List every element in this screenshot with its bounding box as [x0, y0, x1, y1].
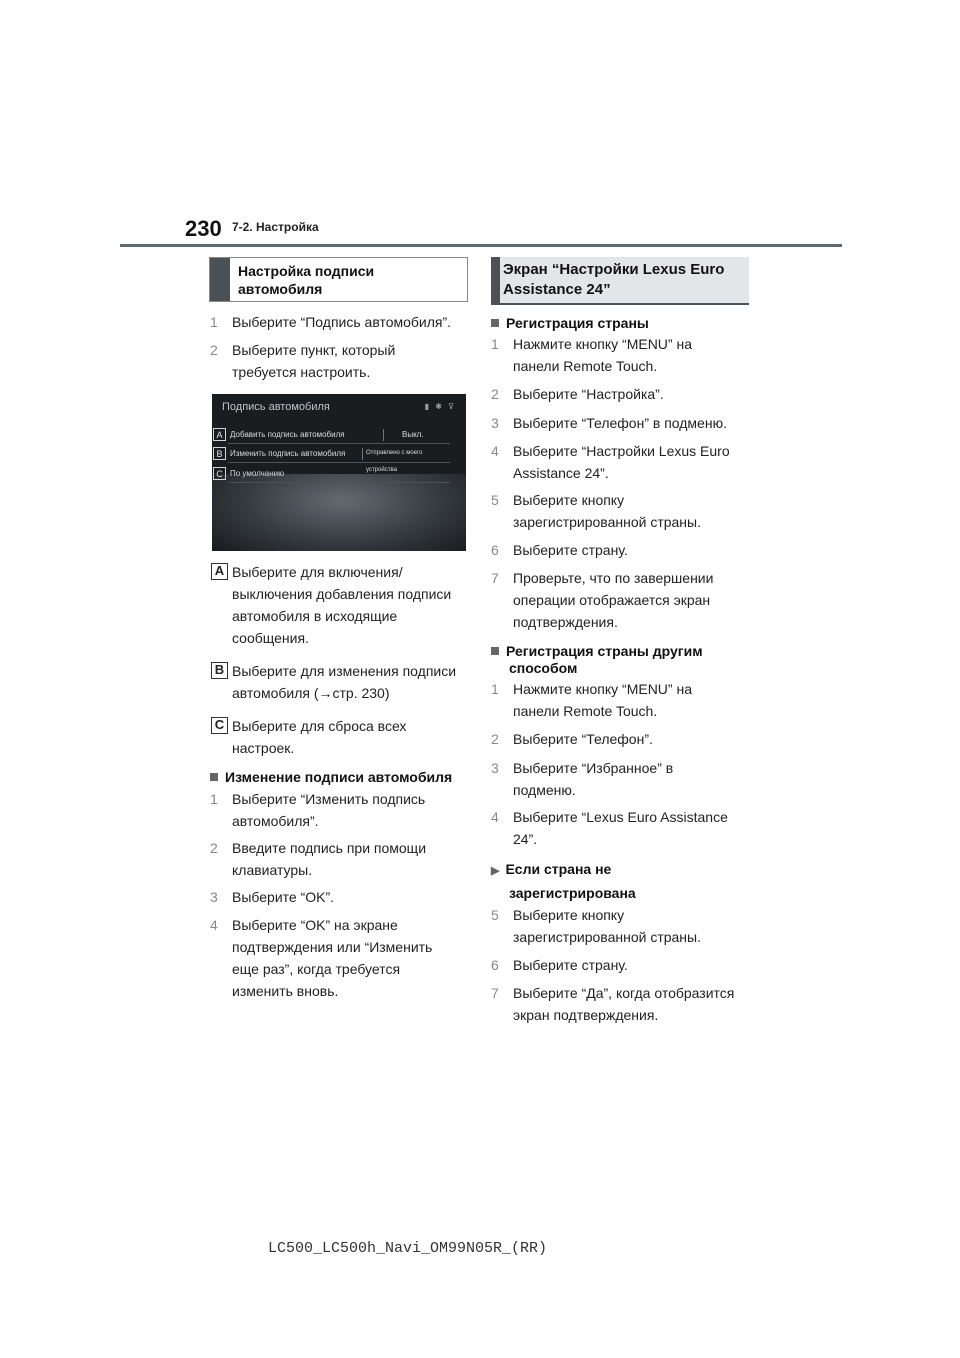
condition-not-registered: ▶ Если страна не зарегистрирована [491, 861, 636, 901]
mark-c: C [211, 717, 228, 734]
section-box-vehicle-signature [209, 257, 468, 302]
alt-step-3: 3 Выберите “Избранное” в подменю. [491, 760, 674, 798]
document-footer-code: LC500_LC500h_Navi_OM99N05R_(RR) [268, 1240, 548, 1257]
mark-c-text: Выберите для сброса всех настроек. [232, 718, 407, 756]
reg-step-7: 7 Проверьте, что по завершении операции отображается экран подтверждения. [491, 570, 714, 630]
alt-step-4: 4 Выберите “Lexus Euro Assistance 24”. [491, 809, 728, 847]
screen-title: Подпись автомобиля [222, 401, 330, 413]
cond-step-7: 7 Выберите “Да”, когда отобразится экран подтверждения. [491, 985, 735, 1023]
reg-step-5: 5 Выберите кнопку зарегистрированной страны. [491, 492, 701, 530]
box-accent-bar [491, 257, 500, 303]
screen-background-wave [212, 474, 466, 551]
cond-step-5: 5 Выберите кнопку зарегистрированной страны. [491, 907, 701, 945]
section-title: 7-2. Настройка [232, 220, 319, 234]
screen-tag-a: A [213, 428, 226, 441]
square-bullet-icon [491, 319, 499, 327]
mark-b-text: Выберите для изменения подписи автомобиля (→стр. 230) [232, 663, 457, 701]
screen-row-add-signature[interactable]: Добавить подпись автомобиля Выкл. [228, 426, 450, 444]
alt-step-2: 2 Выберите “Телефон”. [491, 731, 653, 747]
mark-a: A [211, 563, 228, 580]
box-title: Экран “Настройки Lexus Euro Assistance 24” [503, 261, 725, 298]
header-rule [120, 244, 842, 247]
mark-a-text: Выберите для включения/ выключения добавления подписи автомобиля в исходящие сообщения. [232, 564, 452, 646]
box-accent-bar [210, 258, 230, 301]
edit-step-1: 1 Выберите “Изменить подпись автомобиля”. [210, 791, 426, 829]
subheading-country-registration: Регистрация страны [491, 315, 649, 331]
edit-step-3: 3 Выберите “OK”. [210, 889, 335, 905]
screen-row-edit-signature[interactable]: Изменить подпись автомобиля Отправлено с моего устройства [228, 445, 450, 463]
alt-step-1: 1 Нажмите кнопку “MENU” на панели Remote Touch. [491, 681, 692, 719]
reg-step-3: 3 Выберите “Телефон” в подменю. [491, 415, 727, 431]
step-1: 1 Выберите “Подпись автомобиля”. [210, 314, 452, 330]
screen-tag-c: C [213, 467, 226, 480]
reg-step-4: 4 Выберите “Настройки Lexus Euro Assistance 24”. [491, 443, 730, 481]
screen-screenshot [212, 394, 466, 551]
step-2: 2 Выберите пункт, который требуется настроить. [210, 342, 396, 380]
screen-status-icons: ▮ ✱ ⊽ [424, 402, 456, 411]
square-bullet-icon [491, 647, 499, 655]
reg-step-1: 1 Нажмите кнопку “MENU” на панели Remote Touch. [491, 336, 692, 374]
arrow-right-icon: ▶ [491, 865, 500, 877]
box-title: Настройка подписи автомобиля [238, 263, 375, 297]
reg-step-6: 6 Выберите страну. [491, 542, 628, 558]
screen-row-default[interactable]: По умолчанию [228, 465, 450, 483]
section-box-euro-assistance [491, 257, 749, 305]
subheading-alt-registration: Регистрация страны другим способом [491, 643, 703, 677]
page-number: 230 [185, 216, 222, 241]
reg-step-2: 2 Выберите “Настройка”. [491, 386, 664, 402]
screen-tag-b: B [213, 447, 226, 460]
edit-step-2: 2 Введите подпись при помощи клавиатуры. [210, 840, 427, 878]
mark-b: B [211, 662, 228, 679]
square-bullet-icon [210, 773, 218, 781]
edit-step-4: 4 Выберите “OK” на экране подтверждения или “Изменить еще раз”, когда требуется изменить вновь. [210, 917, 433, 999]
cond-step-6: 6 Выберите страну. [491, 957, 628, 973]
subheading-edit-signature: Изменение подписи автомобиля [210, 769, 452, 785]
